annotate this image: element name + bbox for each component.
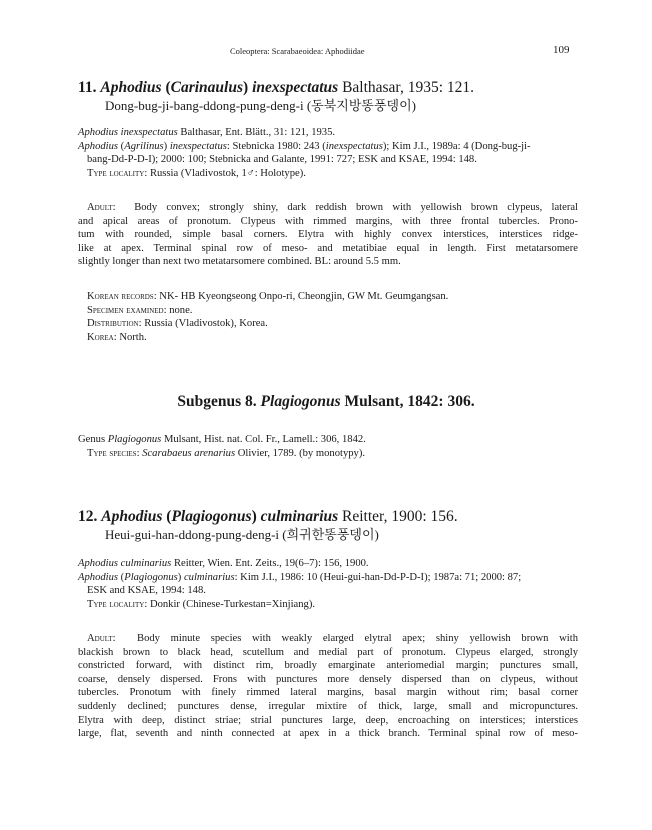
species-number: 11. bbox=[78, 79, 97, 96]
type-locality: Donkir (Chinese-Turkestan=Xinjiang). bbox=[149, 598, 315, 610]
species-epithet: culminarius bbox=[260, 508, 339, 525]
running-title: Coleoptera: Scarabaeoidea: Aphodiidae bbox=[230, 46, 365, 56]
distribution: Russia (Vladivostok), Korea. bbox=[144, 318, 268, 330]
korea-region: North. bbox=[119, 331, 147, 343]
page-number: 109 bbox=[553, 44, 570, 56]
species-author: Balthasar, 1935: 121. bbox=[342, 79, 475, 96]
species-epithet: inexspectatus bbox=[252, 79, 339, 96]
species-author: Reitter, 1900: 156. bbox=[342, 508, 458, 525]
korean-script: (희귀한똥풍뎅이) bbox=[282, 527, 379, 542]
type-locality-label: Type locality: bbox=[87, 598, 148, 610]
specimen-examined: none. bbox=[169, 304, 193, 316]
species-12-synonymy: Aphodius culminarius Reitter, Wien. Ent. Zeits., 19(6–7): 156, 1900. Aphodius (Plagiogonus) culminarius: Kim J.I., 1986: 10 (Heui-gui-han-Dd-P-D-I); 1987a: 71; 2000: 87; ESK and KSAE, 1994: 148. Type locality: Donkir (Chinese-Turkestan=Xinjiang). bbox=[78, 558, 522, 610]
species-11-synonymy: Aphodius inexspectatus Balthasar, Ent. Blätt., 31: 121, 1935. Aphodius (Agrilinus) inexspectatus: Stebnicka 1980: 243 (inexspectatus); Kim J.I., 1989a: 4 (Dong-bug-ji- bang-Dd-P-D-I); 2000: 100; Stebnicka and Galante, 1991: 727; ESK and KSAE, 1994: 148. Type locality: Russia (Vladivostok, 1♂: Holotype). bbox=[78, 127, 531, 179]
species-11-records: Korean records: NK- HB Kyeongseong Onpo-ri, Cheongjin, GW Mt. Geumgangsan. Specimen examined: none. Distribution: Russia (Vladivostok), Korea. Korea: North. bbox=[87, 291, 449, 343]
type-locality: Russia (Vladivostok, 1♂: Holotype). bbox=[149, 167, 306, 179]
type-species-name: Scarabaeus arenarius bbox=[142, 447, 236, 459]
type-locality-label: Type locality: bbox=[87, 167, 148, 179]
subgenus-8-info: Genus Plagiogonus Mulsant, Hist. nat. Col. Fr., Lamell.: 306, 1842. Type species: Scarabaeus arenarius Olivier, 1789. (by monotypy). bbox=[78, 434, 366, 459]
species-12-description: Adult: Body minute species with weakly elarged elytral apex; shiny yellowish brown with blackish brown to black head, scutellum and medial part of pronotum. Clypeus elarged, strongly constricted forward, with distinct rim, broadly emarginate anteriomedial margin; punctures small, coarse, densely dispersed. Frons with punctures more densely dispersed than on clypeus, without tubercles. Pronotum with finely rimmed lateral margins, basal margin without rim; basal corner suddenly declined; punctures dense, irregular mixtire of thick, large, small and micropunctures. Elytra with deep, distinct striae; strial punctures large, deep, encroaching on interstices; interstices large, flat, seventh and ninth connected at apex in a thick branch. Terminal spinal row of meso- bbox=[78, 633, 578, 740]
genus-name: Aphodius bbox=[100, 79, 162, 96]
subgenus-heading: Subgenus 8. Plagiogonus Mulsant, 1842: 306. bbox=[177, 393, 475, 410]
subgenus-name: Plagiogonus bbox=[171, 508, 252, 525]
subgenus-name: Carinaulus bbox=[170, 79, 244, 96]
genus-name: Aphodius bbox=[101, 508, 163, 525]
running-header bbox=[0, 44, 652, 58]
korean-script: (동북지방똥풍뎅이) bbox=[306, 98, 416, 113]
korean-records: NK- HB Kyeongseong Onpo-ri, Cheongjin, GW Mt. Geumgangsan. bbox=[159, 291, 449, 302]
korean-name: Heui-gui-han-ddong-pung-deng-i (희귀한똥풍뎅이) bbox=[105, 527, 379, 542]
subgenus-name: Plagiogonus bbox=[260, 393, 341, 410]
species-11-heading: 11. Aphodius (Carinaulus) inexspectatus Balthasar, 1935: 121. Dong-bug-ji-bang-ddong-pung-deng-i (동북지방똥풍뎅이) bbox=[78, 78, 578, 114]
korean-name: Dong-bug-ji-bang-ddong-pung-deng-i (동북지방똥풍뎅이) bbox=[105, 98, 416, 113]
species-12-heading: 12. Aphodius (Plagiogonus) culminarius Reitter, 1900: 156. Heui-gui-han-ddong-pung-deng-i (희귀한똥풍뎅이) bbox=[78, 507, 578, 543]
species-number: 12. bbox=[78, 508, 98, 525]
species-11-description: Adult: Body convex; strongly shiny, dark reddish brown with yellowish brown clypeus, lateral and apical areas of pronotum. Clypeus with rimmed margins, with three frontal tubercles. Prono- tum with rounded, simple basal corners. Elytra with highly convex interstices, interstices ridge- like at apex. Terminal spinal row of meso- and metatibiae equal in length. First metatarsomere slightly longer than next two metatarsomere combined. BL: around 5.5 mm. bbox=[78, 202, 579, 268]
